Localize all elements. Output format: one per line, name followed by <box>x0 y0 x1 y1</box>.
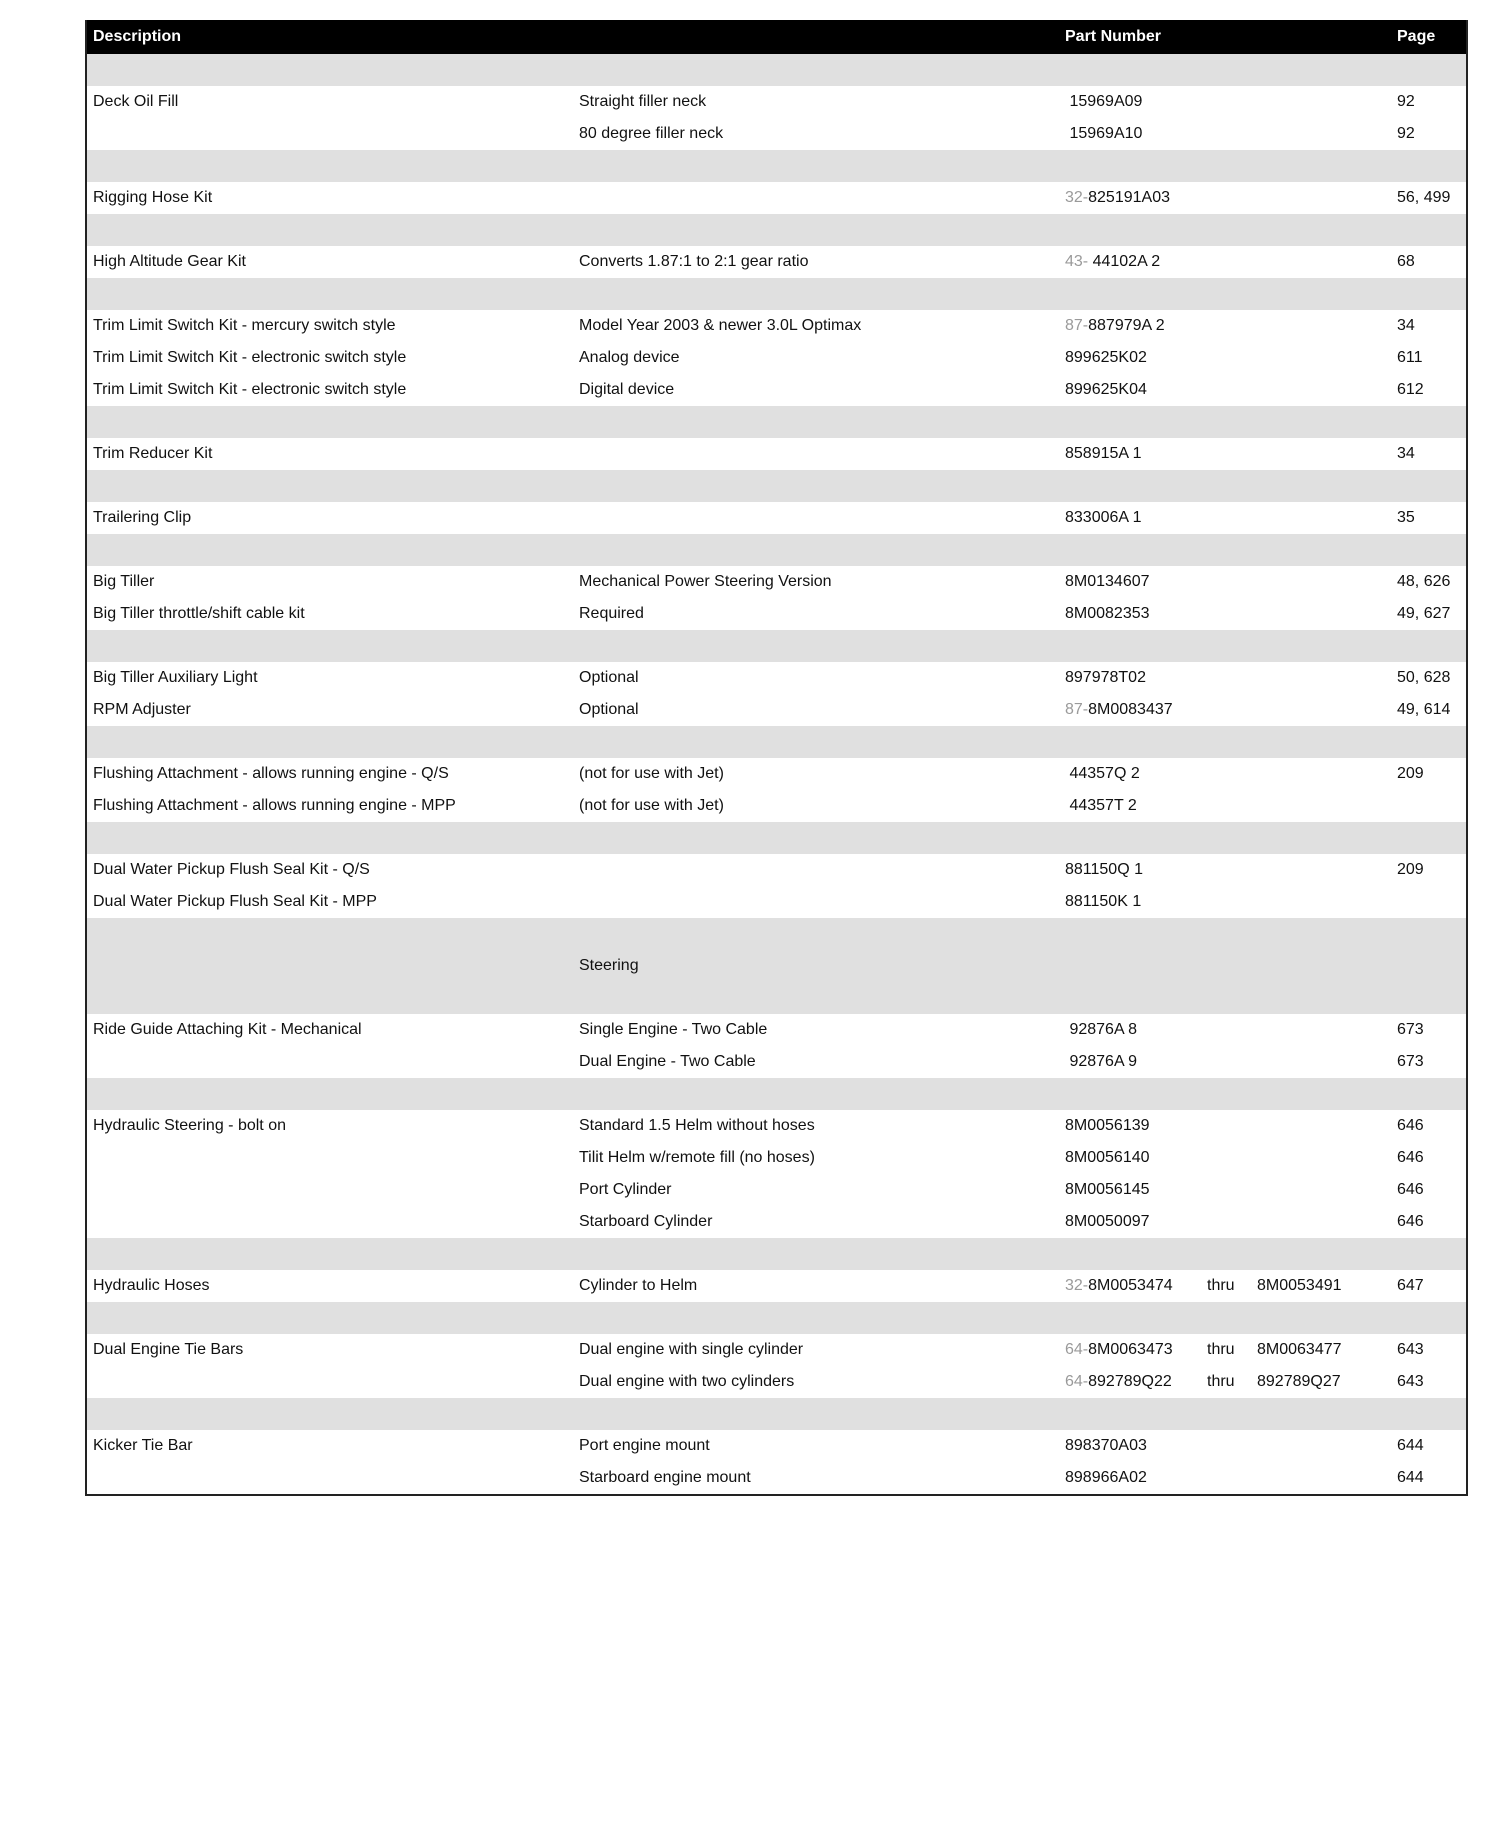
table-row <box>87 1430 1466 1462</box>
part-number-value: 897978T02 <box>1065 669 1146 686</box>
part-quantity-prefix: 64- <box>1065 1373 1089 1390</box>
table-row <box>87 374 1466 406</box>
row-page: 644 <box>1397 1469 1424 1486</box>
table-row <box>87 438 1466 470</box>
spacer-row <box>87 278 1466 310</box>
row-description: Ride Guide Attaching Kit - Mechanical <box>93 1021 362 1038</box>
part-number-value: 825191A03 <box>1088 189 1170 206</box>
row-detail: Starboard Cylinder <box>579 1213 713 1230</box>
row-thru: thru <box>1207 1341 1235 1358</box>
table-row <box>87 1174 1466 1206</box>
part-number-value: 8M0083437 <box>1088 701 1173 718</box>
row-detail: (not for use with Jet) <box>579 797 724 814</box>
part-number-value: 8M0063473 <box>1088 1341 1173 1358</box>
spacer-row <box>87 150 1466 182</box>
spacer-row <box>87 1398 1466 1430</box>
part-number-value: 8M0056140 <box>1065 1149 1150 1166</box>
table-row <box>87 1334 1466 1366</box>
row-description: Trim Limit Switch Kit - electronic switch style <box>93 381 407 398</box>
table-row <box>87 598 1466 630</box>
row-page: 644 <box>1397 1437 1424 1454</box>
table-row <box>87 310 1466 342</box>
part-number-value: 92876A 9 <box>1065 1053 1138 1070</box>
row-part-number <box>1065 854 1143 886</box>
table-row <box>87 886 1466 918</box>
row-description: Trim Reducer Kit <box>93 445 213 462</box>
row-part-number <box>1065 1174 1150 1206</box>
part-quantity-prefix: 64- <box>1065 1341 1089 1358</box>
row-thru: thru <box>1207 1373 1235 1390</box>
row-detail: Port engine mount <box>579 1437 710 1454</box>
part-number-value: 881150Q 1 <box>1065 861 1143 878</box>
row-part-number-end: 8M0053491 <box>1257 1277 1342 1294</box>
part-number-value: 8M0056139 <box>1065 1117 1150 1134</box>
row-description: Big Tiller Auxiliary Light <box>93 669 258 686</box>
row-detail: Mechanical Power Steering Version <box>579 573 832 590</box>
row-description: Kicker Tie Bar <box>93 1437 193 1454</box>
spacer-row <box>87 406 1466 438</box>
part-number-value: 44102A 2 <box>1088 253 1161 270</box>
row-page: 49, 614 <box>1397 701 1451 718</box>
row-description: Big Tiller <box>93 573 155 590</box>
row-part-number <box>1065 1334 1173 1366</box>
row-part-number <box>1065 438 1142 470</box>
row-thru: thru <box>1207 1277 1235 1294</box>
table-row <box>87 502 1466 534</box>
row-page: 612 <box>1397 381 1424 398</box>
row-page: 34 <box>1397 317 1415 334</box>
row-part-number <box>1065 566 1150 598</box>
row-detail: (not for use with Jet) <box>579 765 724 782</box>
row-detail: Required <box>579 605 644 622</box>
spacer-row <box>87 822 1466 854</box>
row-detail: Straight filler neck <box>579 93 707 110</box>
table-row <box>87 1014 1466 1046</box>
table-row <box>87 854 1466 886</box>
part-number-value: 892789Q22 <box>1088 1373 1172 1390</box>
part-number-value: 898966A02 <box>1065 1469 1147 1486</box>
table-row <box>87 1366 1466 1398</box>
table-row <box>87 182 1466 214</box>
row-page: 673 <box>1397 1053 1424 1070</box>
row-description: Deck Oil Fill <box>93 93 179 110</box>
row-detail: Model Year 2003 & newer 3.0L Optimax <box>579 317 862 334</box>
header-part-number: Part Number <box>1065 28 1162 45</box>
row-detail: Digital device <box>579 381 675 398</box>
row-page: 646 <box>1397 1213 1424 1230</box>
header-page: Page <box>1397 28 1436 45</box>
row-part-number <box>1065 118 1142 150</box>
part-number-value: 44357T 2 <box>1065 797 1137 814</box>
row-detail: Dual engine with two cylinders <box>579 1373 795 1390</box>
part-number-value: 92876A 8 <box>1065 1021 1138 1038</box>
table-row <box>87 1046 1466 1078</box>
part-number-value: 899625K02 <box>1065 349 1147 366</box>
row-page: 643 <box>1397 1341 1424 1358</box>
parts-table <box>85 20 1468 1496</box>
row-part-number <box>1065 1270 1173 1302</box>
row-description: Flushing Attachment - allows running engine - MPP <box>93 797 456 814</box>
table-row <box>87 86 1466 118</box>
row-page: 673 <box>1397 1021 1424 1038</box>
part-number-value: 8M0134607 <box>1065 573 1150 590</box>
table-row <box>87 662 1466 694</box>
table-row <box>87 790 1466 822</box>
row-page: 646 <box>1397 1181 1424 1198</box>
row-description: Dual Engine Tie Bars <box>93 1341 244 1358</box>
row-page: 68 <box>1397 253 1415 270</box>
row-part-number-end: 892789Q27 <box>1257 1373 1341 1390</box>
table-row <box>87 566 1466 598</box>
row-description: Rigging Hose Kit <box>93 189 213 206</box>
part-number-value: 15969A10 <box>1065 125 1143 142</box>
part-number-value: 899625K04 <box>1065 381 1147 398</box>
row-part-number <box>1065 310 1165 342</box>
row-page: 35 <box>1397 509 1415 526</box>
row-part-number-end: 8M0063477 <box>1257 1341 1342 1358</box>
row-part-number <box>1065 1430 1147 1462</box>
row-description: Hydraulic Hoses <box>93 1277 210 1294</box>
part-number-value: 8M0050097 <box>1065 1213 1150 1230</box>
part-number-value: 858915A 1 <box>1065 445 1142 462</box>
table-row <box>87 1206 1466 1238</box>
spacer-row <box>87 470 1466 502</box>
row-part-number <box>1065 1462 1147 1494</box>
row-part-number <box>1065 1110 1150 1142</box>
table-row <box>87 758 1466 790</box>
spacer-row <box>87 630 1466 662</box>
row-part-number <box>1065 1366 1172 1398</box>
row-page: 49, 627 <box>1397 605 1451 622</box>
row-detail: Converts 1.87:1 to 2:1 gear ratio <box>579 253 809 270</box>
part-quantity-prefix: 87- <box>1065 317 1089 334</box>
spacer-row <box>87 1078 1466 1110</box>
row-page: 34 <box>1397 445 1415 462</box>
row-part-number <box>1065 246 1160 278</box>
part-quantity-prefix: 87- <box>1065 701 1089 718</box>
row-description: Dual Water Pickup Flush Seal Kit - MPP <box>93 893 377 910</box>
part-number-value: 887979A 2 <box>1088 317 1165 334</box>
row-description: Trim Limit Switch Kit - mercury switch style <box>93 317 396 334</box>
part-quantity-prefix: 32- <box>1065 189 1089 206</box>
row-part-number <box>1065 598 1150 630</box>
part-quantity-prefix: 43- <box>1065 253 1089 270</box>
row-description: Hydraulic Steering - bolt on <box>93 1117 286 1134</box>
row-page: 646 <box>1397 1117 1424 1134</box>
part-number-value: 8M0056145 <box>1065 1181 1150 1198</box>
table-row <box>87 118 1466 150</box>
row-part-number <box>1065 182 1170 214</box>
row-page: 209 <box>1397 765 1424 782</box>
row-detail: Analog device <box>579 349 680 366</box>
spacer-row <box>87 214 1466 246</box>
row-page: 209 <box>1397 861 1424 878</box>
part-number-value: 8M0082353 <box>1065 605 1150 622</box>
row-part-number <box>1065 1046 1137 1078</box>
row-detail: Single Engine - Two Cable <box>579 1021 768 1038</box>
row-detail: Optional <box>579 701 639 718</box>
table-row <box>87 246 1466 278</box>
row-description: Big Tiller throttle/shift cable kit <box>93 605 305 622</box>
spacer-row <box>87 534 1466 566</box>
row-detail: Standard 1.5 Helm without hoses <box>579 1117 815 1134</box>
row-detail: Tilit Helm w/remote fill (no hoses) <box>579 1149 815 1166</box>
row-page: 647 <box>1397 1277 1424 1294</box>
row-detail: Cylinder to Helm <box>579 1277 698 1294</box>
row-page: 643 <box>1397 1373 1424 1390</box>
row-part-number <box>1065 502 1142 534</box>
row-description: High Altitude Gear Kit <box>93 253 246 270</box>
spacer-row <box>87 1238 1466 1270</box>
part-number-value: 44357Q 2 <box>1065 765 1140 782</box>
row-detail: Port Cylinder <box>579 1181 672 1198</box>
row-part-number <box>1065 1142 1150 1174</box>
row-detail: Dual engine with single cylinder <box>579 1341 804 1358</box>
row-page: 50, 628 <box>1397 669 1451 686</box>
row-description: Dual Water Pickup Flush Seal Kit - Q/S <box>93 861 370 878</box>
row-part-number <box>1065 1206 1150 1238</box>
row-description: Flushing Attachment - allows running engine - Q/S <box>93 765 449 782</box>
spacer-row <box>87 726 1466 758</box>
row-detail: Starboard engine mount <box>579 1469 751 1486</box>
row-description: RPM Adjuster <box>93 701 191 718</box>
row-detail: 80 degree filler neck <box>579 125 724 142</box>
table-row <box>87 342 1466 374</box>
row-part-number <box>1065 86 1142 118</box>
table-row <box>87 1462 1466 1494</box>
part-number-value: 833006A 1 <box>1065 509 1142 526</box>
header-description: Description <box>93 28 182 45</box>
spacer-row <box>87 1302 1466 1334</box>
table-row <box>87 1270 1466 1302</box>
row-page: 611 <box>1397 349 1423 366</box>
section-title: Steering <box>579 957 639 974</box>
row-part-number <box>1065 886 1141 918</box>
row-part-number <box>1065 790 1137 822</box>
row-page: 56, 499 <box>1397 189 1451 206</box>
row-page: 92 <box>1397 125 1415 142</box>
table-row <box>87 1142 1466 1174</box>
row-detail: Optional <box>579 669 639 686</box>
row-page: 92 <box>1397 93 1415 110</box>
spacer-row <box>87 54 1466 86</box>
table-row <box>87 1110 1466 1142</box>
row-detail: Dual Engine - Two Cable <box>579 1053 756 1070</box>
part-number-value: 8M0053474 <box>1088 1277 1173 1294</box>
row-part-number <box>1065 342 1147 374</box>
section-row <box>87 918 1466 1014</box>
row-part-number <box>1065 374 1147 406</box>
part-number-value: 898370A03 <box>1065 1437 1147 1454</box>
part-number-value: 881150K 1 <box>1065 893 1142 910</box>
row-description: Trim Limit Switch Kit - electronic switch style <box>93 349 407 366</box>
part-number-value: 15969A09 <box>1065 93 1143 110</box>
row-part-number <box>1065 1014 1137 1046</box>
table-body <box>87 54 1466 1494</box>
row-part-number <box>1065 758 1140 790</box>
table-header <box>87 20 1466 54</box>
part-quantity-prefix: 32- <box>1065 1277 1089 1294</box>
row-part-number <box>1065 694 1173 726</box>
row-page: 48, 626 <box>1397 573 1451 590</box>
table-row <box>87 694 1466 726</box>
row-description: Trailering Clip <box>93 509 192 526</box>
row-page: 646 <box>1397 1149 1424 1166</box>
row-part-number <box>1065 662 1146 694</box>
